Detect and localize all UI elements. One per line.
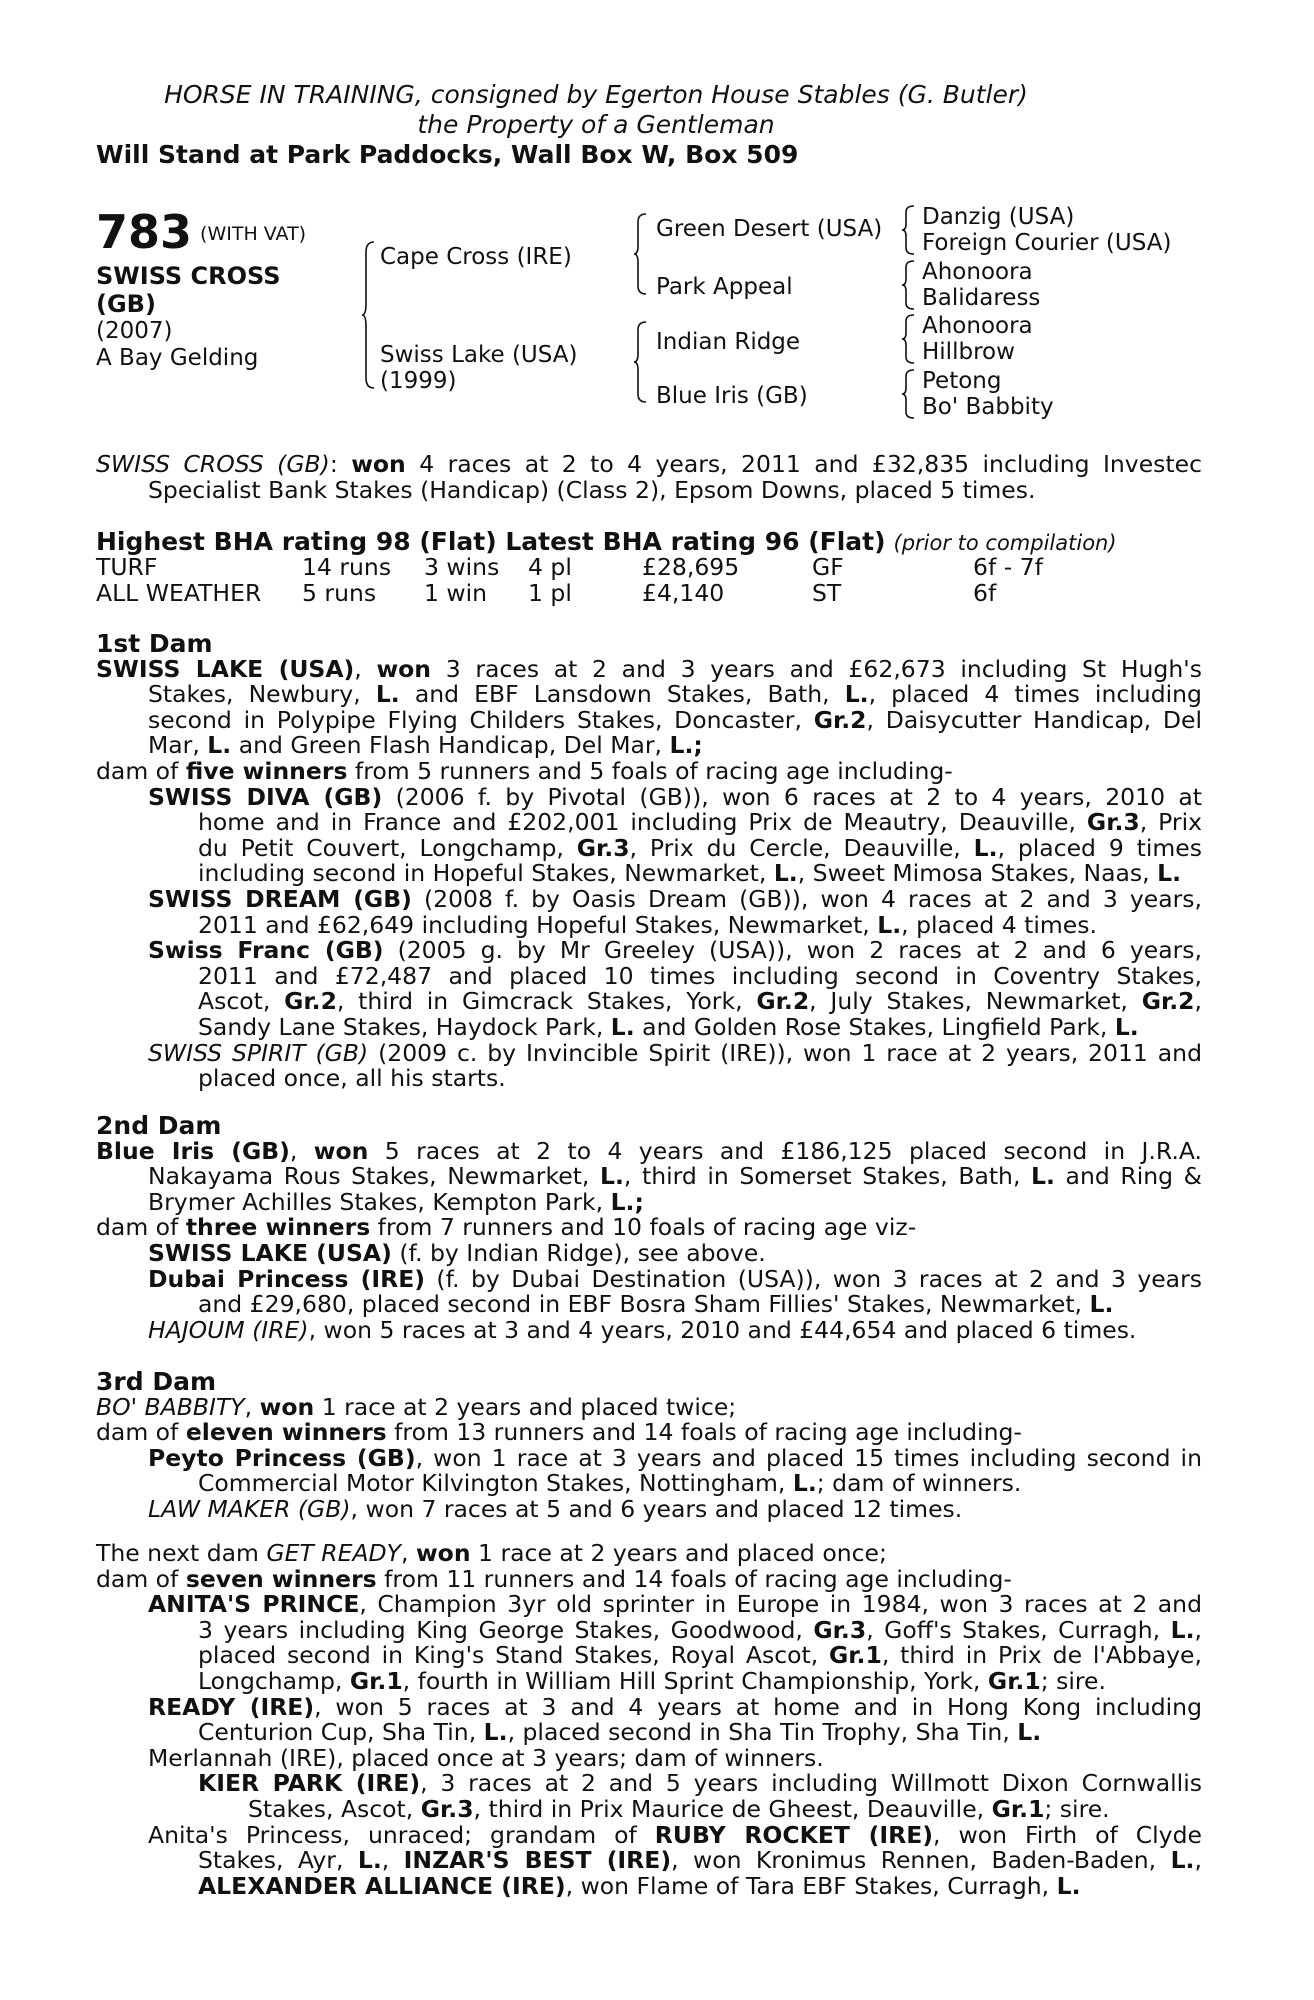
progeny-text: , Goff's Stakes, Curragh, (866, 1615, 1161, 1644)
group-mark: Gr.3 (1086, 808, 1140, 837)
pedigree-dam-dam: Blue Iris (GB) (656, 383, 808, 409)
first-dam-heading: 1st Dam (96, 629, 213, 658)
punct: , (381, 1846, 390, 1875)
lot-vat: (WITH VAT) (200, 223, 307, 245)
progeny-text: , third in Gimcrack Stakes, York, (336, 987, 743, 1016)
progeny-text: , placed 4 times. (901, 910, 1097, 939)
aw-surface: ALL WEATHER (96, 579, 262, 607)
progeny-text: (2006 f. by Pivotal (GB)), won 6 races at 2 to 4 years, 2010 at (395, 782, 1202, 811)
listed-mark: L. (1170, 1846, 1195, 1875)
next-dam-intro: The next dam (96, 1539, 259, 1567)
listed-mark: L. (773, 859, 798, 888)
punct: , (289, 1136, 298, 1165)
summary-won: won (351, 450, 406, 478)
page-header (96, 80, 1206, 170)
dam-of-label: dam of (96, 1564, 179, 1593)
third-dam-heading: 3rd Dam (96, 1367, 216, 1396)
next-dam-won: won (415, 1539, 471, 1567)
next-dam-text: 1 race at 2 years and placed once; (478, 1539, 887, 1567)
progeny-text: , won 5 races at 3 and 4 years at home and in Hong Kong including (314, 1692, 1202, 1721)
progeny-text: 2011 and £72,487 and placed 10 times including second in Coventry Stakes, (198, 961, 1202, 990)
progeny-text: , July Stakes, Newmarket, (809, 987, 1128, 1016)
pedigree-brace-sire (634, 212, 648, 296)
group-mark: Gr.3 (813, 1615, 867, 1644)
progeny-name: LAW MAKER (GB) (148, 1494, 351, 1523)
group-mark: Gr.1 (991, 1794, 1045, 1823)
dam-of-label: dam of (96, 1418, 179, 1447)
aw-going: ST (812, 579, 842, 607)
pedigree-brace-ss (902, 204, 916, 256)
punct: , (244, 1392, 253, 1421)
progeny-name: SWISS LAKE (USA) (148, 1238, 392, 1267)
progeny-text: , Prix du Cercle, Deauville, (629, 833, 961, 862)
second-dam-text: and Ring & (1065, 1162, 1202, 1191)
progeny-text: 2011 and £62,649 including Hopeful Stakes, Newmarket, (198, 910, 870, 939)
pedigree-sds: Ahonoora (922, 259, 1033, 285)
progeny-text: Merlannah (IRE), placed once at 3 years; dam of winners. (148, 1743, 824, 1772)
pedigree-ssd: Foreign Courier (USA) (922, 230, 1172, 256)
summary-name: SWISS CROSS (GB) (96, 450, 330, 478)
listed-mark: L.; (669, 731, 703, 760)
progeny-text: Centurion Cup, Sha Tin, (198, 1718, 477, 1747)
progeny-text: (2008 f. by Oasis Dream (GB)), won 4 races at 2 and 3 years, (423, 884, 1202, 913)
punct: , (401, 1539, 409, 1567)
listed-mark: L. (600, 1162, 624, 1191)
second-dam-line1: 5 races at 2 to 4 years and £186,125 placed second in J.R.A. (384, 1136, 1202, 1165)
progeny-text: 3 years including King George Stakes, Goodwood, (198, 1615, 803, 1644)
first-dam-line2c: , placed 4 times including (868, 680, 1202, 709)
progeny-text: Stakes, Ascot, (248, 1794, 414, 1823)
pedigree-sire-dam: Park Appeal (656, 274, 793, 300)
group-mark: Gr.2 (1141, 987, 1195, 1016)
turf-surface: TURF (96, 553, 158, 581)
dam-of-detail: from 13 runners and 14 foals of racing age including- (394, 1418, 1022, 1447)
pedigree-dss: Ahonoora (922, 313, 1033, 339)
second-dam-won: won (313, 1136, 369, 1165)
progeny-name: Swiss Franc (GB) (148, 936, 384, 965)
progeny-text: , won Flame of Tara EBF Stakes, Curragh, (565, 1871, 1050, 1900)
punct: , (1194, 987, 1202, 1016)
progeny-text: Sandy Lane Stakes, Haydock Park, (198, 1012, 604, 1041)
horse-name: SWISS CROSS (96, 262, 281, 290)
first-dam-section (96, 631, 1202, 1092)
pedigree-ddd: Bo' Babbity (922, 394, 1054, 420)
punct: , (354, 654, 362, 683)
listed-mark: L.; (610, 1187, 644, 1216)
punct: , (1194, 1846, 1202, 1875)
progeny-text: , won 1 race at 3 years and placed 15 times including second in (415, 1443, 1202, 1472)
listed-mark: L. (1170, 1615, 1195, 1644)
progeny-name: RUBY ROCKET (IRE) (654, 1820, 934, 1849)
punct: , (1194, 1615, 1202, 1644)
turf-runs: 14 runs (302, 553, 392, 581)
group-mark: Gr.3 (576, 833, 630, 862)
dam-of-label: dam of (96, 1213, 179, 1242)
second-dam-name: Blue Iris (GB) (96, 1136, 290, 1165)
progeny-text: , Champion 3yr old sprinter in Europe in 1984, won 3 races at 2 and (359, 1590, 1202, 1619)
pedigree-dam-sire: Indian Ridge (656, 329, 801, 355)
progeny-text: (f. by Indian Ridge), see above. (399, 1238, 766, 1267)
summary-line1: 4 races at 2 to 4 years, 2011 and £32,835 including Investec (419, 450, 1202, 478)
progeny-text: , placed second in Sha Tin Trophy, Sha Tin, (507, 1718, 1010, 1747)
group-mark: Gr.2 (813, 705, 867, 734)
aw-prize: £4,140 (642, 579, 725, 607)
progeny-text: , third in Prix Maurice de Gheest, Deauville, (473, 1794, 985, 1823)
progeny-text: , won 5 races at 3 and 4 years, 2010 and £44,654 and placed 6 times. (308, 1315, 1137, 1344)
listed-mark: L. (792, 1469, 817, 1498)
first-dam-name: SWISS LAKE (USA) (96, 654, 355, 683)
listed-mark: L. (1089, 1290, 1114, 1319)
aw-placed: 1 pl (528, 579, 572, 607)
progeny-text: Commercial Motor Kilvington Stakes, Nottingham, (198, 1469, 786, 1498)
progeny-text: including second in Hopeful Stakes, Newmarket, (198, 859, 767, 888)
group-mark: Gr.2 (756, 987, 810, 1016)
dam-of-detail: from 7 runners and 10 foals of racing age viz- (377, 1213, 917, 1242)
pedigree-brace-sd (902, 259, 916, 311)
group-mark: Gr.2 (284, 987, 337, 1016)
listed-mark: L. (207, 731, 232, 760)
pedigree-sss: Danzig (USA) (922, 204, 1075, 230)
third-dam-text: 1 race at 2 years and placed twice; (321, 1392, 737, 1421)
turf-prize: £28,695 (642, 553, 740, 581)
lot-number: 783 (96, 205, 193, 259)
first-dam-line4a: Mar, (148, 731, 200, 760)
progeny-text: Anita's Princess, unraced; grandam of (148, 1820, 637, 1849)
progeny-text: , third in Prix de l'Abbaye, (881, 1641, 1202, 1670)
turf-distance: 6f - 7f (973, 553, 1043, 581)
first-dam-won: won (376, 654, 432, 683)
group-mark: Gr.1 (829, 1641, 882, 1670)
third-dam-won: won (259, 1392, 315, 1421)
dam-of-winners: five winners (185, 756, 348, 785)
fourth-dam-section (96, 1541, 1202, 1899)
first-dam-line2b: and EBF Lansdown Stakes, Bath, (414, 680, 830, 709)
dam-of-winners: seven winners (185, 1564, 377, 1593)
dam-of-winners: eleven winners (185, 1418, 387, 1447)
listed-mark: L. (973, 833, 998, 862)
second-dam-text: Nakayama Rous Stakes, Newmarket, (148, 1162, 590, 1191)
progeny-name: HAJOUM (IRE) (148, 1315, 309, 1344)
pedigree-dds: Petong (922, 368, 1002, 394)
pedigree-brace-gen1 (362, 240, 376, 390)
listed-mark: L. (357, 1846, 382, 1875)
progeny-name: READY (IRE) (148, 1692, 315, 1721)
progeny-text: du Petit Couvert, Longchamp, (198, 833, 564, 862)
second-dam-text: Brymer Achilles Stakes, Kempton Park, (148, 1187, 604, 1216)
progeny-text: , placed 9 times (997, 833, 1202, 862)
listed-mark: L. (1157, 859, 1182, 888)
listed-mark: L. (844, 680, 869, 709)
third-dam-section (96, 1369, 1202, 1523)
aw-wins: 1 win (424, 579, 488, 607)
progeny-text: (2005 g. by Mr Greeley (USA)), won 2 races at 2 and 6 years, (397, 936, 1202, 965)
progeny-text: (2009 c. by Invincible Spirit (IRE)), won 1 race at 2 years, 2011 and (378, 1038, 1202, 1067)
progeny-text: and Golden Rose Stakes, Lingfield Park, (642, 1012, 1108, 1041)
dam-of-winners: three winners (185, 1213, 371, 1242)
next-dam-name: GET READY (266, 1539, 401, 1567)
first-dam-line3b: , Daisycutter Handicap, Del (866, 705, 1202, 734)
progeny-name: SWISS SPIRIT (GB) (148, 1038, 369, 1067)
progeny-text: , 3 races at 2 and 5 years including Willmott Dixon Cornwallis (420, 1769, 1202, 1798)
pedigree-dam-year: (1999) (380, 368, 457, 394)
progeny-text: home and in France and £202,001 including Prix de Meautry, Deauville, (198, 808, 1076, 837)
progeny-name: SWISS DIVA (GB) (148, 782, 383, 811)
listed-mark: L. (1017, 1718, 1042, 1747)
pedigree-brace-ds (902, 313, 916, 365)
progeny-text: , won 7 races at 5 and 6 years and placed 12 times. (350, 1494, 963, 1523)
progeny-text: placed second in King's Stand Stakes, Royal Ascot, (198, 1641, 819, 1670)
listed-mark: L. (1031, 1162, 1055, 1191)
horse-country: (GB) (96, 290, 156, 318)
aw-distance: 6f (973, 579, 997, 607)
first-dam-line4b: and Green Flash Handicap, Del Mar, (238, 731, 663, 760)
summary-colon: : (329, 450, 338, 478)
progeny-text: , won Firth of Clyde (933, 1820, 1202, 1849)
header-property: the Property of a Gentleman (417, 110, 775, 139)
pedigree-dam: Swiss Lake (USA) (380, 342, 578, 368)
listed-mark: L. (610, 1012, 635, 1041)
progeny-text: and £29,680, placed second in EBF Bosra Sham Fillies' Stakes, Newmarket, (198, 1290, 1083, 1319)
turf-going: GF (812, 553, 844, 581)
progeny-text: , won Kronimus Rennen, Baden-Baden, (671, 1846, 1157, 1875)
progeny-name: ALEXANDER ALLIANCE (IRE) (198, 1871, 566, 1900)
dam-of-detail: from 11 runners and 14 foals of racing age including- (384, 1564, 1012, 1593)
third-dam-name: BO' BABBITY (96, 1392, 245, 1421)
progeny-text: , Prix (1139, 808, 1203, 837)
second-dam-text: , third in Somerset Stakes, Bath, (623, 1162, 1021, 1191)
progeny-name: Peyto Princess (GB) (148, 1443, 416, 1472)
group-mark: Gr.3 (420, 1794, 474, 1823)
first-dam-line1: 3 races at 2 and 3 years and £62,673 including St Hugh's (445, 654, 1202, 683)
lot-block (96, 205, 307, 372)
turf-placed: 4 pl (528, 553, 572, 581)
listed-mark: L. (375, 680, 400, 709)
pedigree-sire-sire: Green Desert (USA) (656, 216, 883, 242)
summary-line2: Specialist Bank Stakes (Handicap) (Class 2), Epsom Downs, placed 5 times. (148, 475, 1036, 504)
listed-mark: L. (483, 1718, 508, 1747)
progeny-text: Longchamp, (198, 1666, 343, 1695)
pedigree-dsd: Hillbrow (922, 339, 1015, 365)
race-summary (96, 452, 1202, 503)
horse-year: (2007) (96, 318, 173, 344)
group-mark: Gr.1 (349, 1666, 403, 1695)
ratings-note: (prior to compilation) (893, 531, 1117, 555)
pedigree-brace-dam (634, 320, 648, 404)
header-stand: Will Stand at Park Paddocks, Wall Box W, Box 509 (96, 140, 799, 169)
listed-mark: L. (1114, 1012, 1139, 1041)
progeny-text: Stakes, Ayr, (198, 1846, 344, 1875)
horse-description: A Bay Gelding (96, 345, 259, 371)
pedigree-sdd: Balidaress (922, 285, 1041, 311)
turf-wins: 3 wins (424, 553, 500, 581)
progeny-text: ; dam of winners. (816, 1469, 1022, 1498)
progeny-name: SWISS DREAM (GB) (148, 884, 412, 913)
dam-of-label: dam of (96, 756, 179, 785)
progeny-name: Dubai Princess (IRE) (148, 1264, 425, 1293)
progeny-name: KIER PARK (IRE) (198, 1769, 421, 1798)
listed-mark: L. (877, 910, 902, 939)
first-dam-line3a: second in Polypipe Flying Childers Stakes, Doncaster, (148, 705, 802, 734)
progeny-text: ; sire. (1040, 1666, 1106, 1695)
ratings-heading: Highest BHA rating 98 (Flat) Latest BHA rating 96 (Flat) (96, 527, 886, 556)
group-mark: Gr.1 (987, 1666, 1041, 1695)
progeny-text: , fourth in William Hill Sprint Championship, York, (402, 1666, 981, 1695)
progeny-text: placed once, all his starts. (198, 1064, 506, 1093)
dam-of-detail: from 5 runners and 5 foals of racing age including- (354, 756, 953, 785)
aw-runs: 5 runs (302, 579, 377, 607)
second-dam-section (96, 1113, 1202, 1343)
progeny-text: Ascot, (198, 987, 271, 1016)
listed-mark: L. (1056, 1871, 1081, 1900)
first-dam-line2a: Stakes, Newbury, (148, 680, 361, 709)
second-dam-heading: 2nd Dam (96, 1111, 222, 1140)
progeny-name: ANITA'S PRINCE (148, 1590, 360, 1619)
header-consignor: HORSE IN TRAINING, consigned by Egerton House Stables (G. Butler) (164, 80, 1028, 109)
progeny-text: (f. by Dubai Destination (USA)), won 3 races at 2 and 3 years (436, 1264, 1202, 1293)
progeny-name: INZAR'S BEST (IRE) (403, 1846, 672, 1875)
pedigree-sire: Cape Cross (IRE) (380, 244, 572, 270)
progeny-text: , Sweet Mimosa Stakes, Naas, (797, 859, 1150, 888)
progeny-text: ; sire. (1044, 1794, 1110, 1823)
pedigree-brace-dd (902, 368, 916, 420)
